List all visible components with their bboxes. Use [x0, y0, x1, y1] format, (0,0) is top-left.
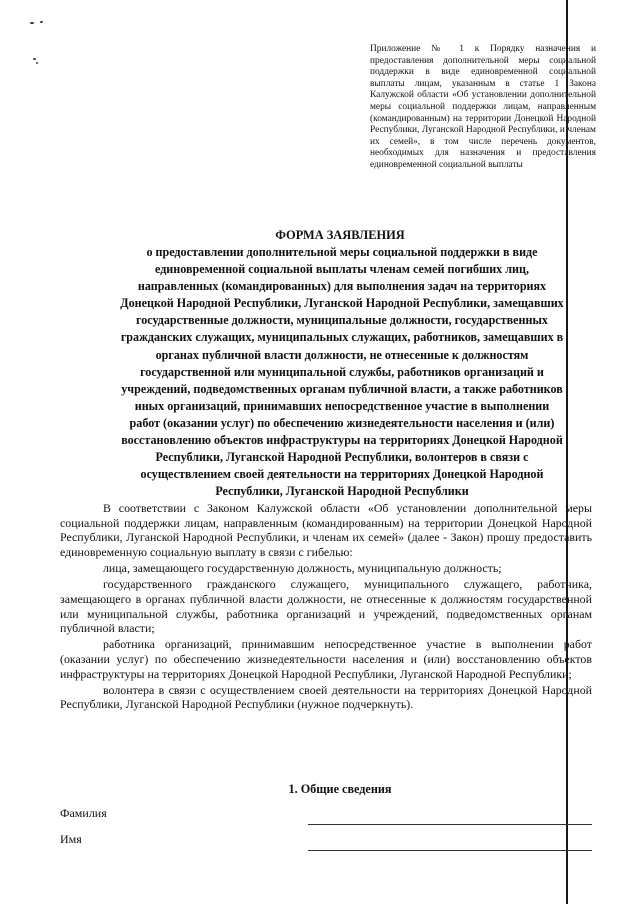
subtitle-line: учреждений, подведомственных органам публичной власти, а также работников [121, 381, 563, 396]
application-body [60, 501, 592, 713]
subtitle-line: государственные должности, муниципальные должности, государственных [136, 313, 548, 328]
field-label-surname: Фамилия [60, 806, 107, 820]
name-input-line[interactable] [308, 850, 592, 851]
subtitle-line: осуществлением своей деятельности на территориях Донецкой Народной [140, 467, 544, 482]
subtitle-line: Республики, Луганской Народной Республики, волонтеров в связи с [155, 450, 529, 465]
body-paragraph: лица, замещающего государственную должность, муниципальную должность; [103, 561, 502, 576]
subtitle-line: Донецкой Народной Республики, Луганской Народной Республики, замещавших [120, 296, 564, 311]
surname-input-line[interactable] [308, 824, 592, 825]
subtitle-line: гражданских служащих, муниципальных служащих, работников, замещавших в [120, 330, 564, 345]
appendix-text: Приложение № 1 к Порядку назначения и предоставления дополнительной меры социальной поддержки в виде единовременной социальной выплаты лицам, указанным в статье 1 Закона Калужской области «Об установлении дополнительной меры социальной поддержки лицам, направленным (командированным) на территории Донецкой Народной Республики, Луганской Народной Республики, и членам их семей», в том числе перечень документов, необходимых для назначения и предоставления единовременной социальной выплаты [370, 44, 596, 170]
form-title: ФОРМА ЗАЯВЛЕНИЯ [275, 228, 405, 242]
subtitle-line: работ (оказании услуг) по обеспечению жизнедеятельности населения и (или) [129, 415, 555, 430]
field-label-name: Имя [60, 832, 82, 846]
body-paragraph: работника организаций, принимавшим непосредственное участие в выполнении работ (оказании услуг) по обеспечению жизнедеятельности населения и (или) восстановлению объектов инфраструктуры на территориях Донецкой Народной Республики, Луганской Народной Республики; [60, 637, 592, 681]
form-subtitle [64, 244, 620, 500]
subtitle-line: единовременной социальной выплаты членам семей погибших лиц, [154, 262, 529, 277]
subtitle-line: о предоставлении дополнительной меры социальной поддержки в виде [146, 245, 538, 259]
subtitle-line: иных организаций, принимавших непосредственное участие в выполнении [134, 398, 550, 413]
subtitle-line: Республики, Луганской Народной Республики [215, 484, 469, 499]
body-paragraph: государственного гражданского служащего, муниципального служащего, работника, замещающего в органах публичной власти должности, не отнесенные к должностям государственной или муниципальной службы, работника организаций и учреждений, подведомственных органам публичной власти; [60, 577, 592, 636]
subtitle-line: направленных (командированных) для выполнения задач на территориях [137, 279, 547, 294]
body-paragraph: волонтера в связи с осуществлением своей деятельности на территориях Донецкой Народной Республики, Луганской Народной Республики (нужное подчеркнуть). [60, 682, 592, 712]
subtitle-line: восстановлению объектов инфраструктуры на территориях Донецкой Народной [121, 433, 563, 448]
subtitle-line: органах публичной власти должности, не отнесенные к должностям [155, 347, 529, 362]
subtitle-line: государственной или муниципальной службы, работников организаций и [140, 364, 544, 379]
appendix-note [370, 44, 596, 172]
section-title: 1. Общие сведения [288, 782, 392, 796]
body-paragraph: В соответствии с Законом Калужской области «Об установлении дополнительной меры социальной поддержки лицам, направленным (командированным) на территории Донецкой Народной Республики, Луганской Народной Республики, и членам их семей» (далее - Закон) прошу предоставить единовременную социальную выплату в связи с гибелью: [60, 501, 592, 560]
